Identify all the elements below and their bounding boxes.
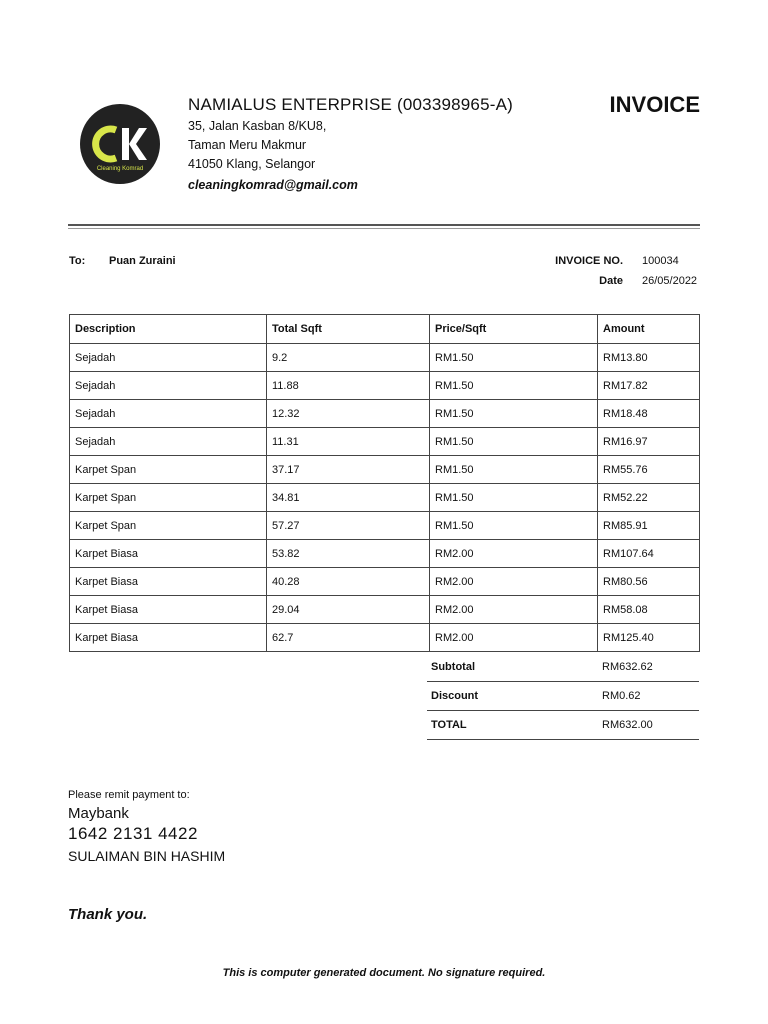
price-sqft-cell: RM1.50	[430, 400, 598, 428]
table-row	[70, 540, 700, 568]
discount-value: RM0.62	[602, 690, 641, 702]
company-logo	[80, 104, 160, 184]
company-name: NAMIALUS ENTERPRISE (003398965-A)	[188, 95, 514, 114]
header-amount: Amount	[598, 315, 700, 344]
address-line-2: Taman Meru Makmur	[188, 138, 307, 152]
recipient-label: To:	[69, 255, 86, 267]
company-email: cleaningkomrad@gmail.com	[188, 178, 358, 192]
table-row	[70, 568, 700, 596]
account-holder: SULAIMAN BIN HASHIM	[68, 848, 226, 864]
table-row	[70, 372, 700, 400]
table-row	[70, 484, 700, 512]
footer-note: This is computer generated document. No signature required.	[222, 967, 546, 979]
table-row	[70, 428, 700, 456]
recipient-name: Puan Zuraini	[109, 255, 176, 267]
subtotal-value: RM632.62	[602, 661, 653, 673]
total-row	[427, 711, 699, 740]
description-cell: Sejadah	[70, 428, 267, 456]
header-price-sqft: Price/Sqft	[430, 315, 598, 344]
price-sqft-cell: RM2.00	[430, 568, 598, 596]
logo-mark-icon	[80, 104, 160, 184]
description-cell: Karpet Biasa	[70, 624, 267, 652]
total-sqft-cell: 12.32	[267, 400, 430, 428]
table-row	[70, 400, 700, 428]
price-sqft-cell: RM2.00	[430, 596, 598, 624]
amount-cell: RM107.64	[598, 540, 700, 568]
header-divider	[68, 224, 700, 226]
logo-subtitle: Cleaning Komrad	[96, 166, 144, 172]
header-total-sqft: Total Sqft	[267, 315, 430, 344]
price-sqft-cell: RM1.50	[430, 344, 598, 372]
total-sqft-cell: 11.88	[267, 372, 430, 400]
invoice-number-label: INVOICE NO.	[555, 255, 623, 267]
address-line-1: 35, Jalan Kasban 8/KU8,	[188, 119, 327, 133]
description-cell: Karpet Biasa	[70, 596, 267, 624]
table-row	[70, 512, 700, 540]
amount-cell: RM16.97	[598, 428, 700, 456]
total-sqft-cell: 9.2	[267, 344, 430, 372]
amount-cell: RM17.82	[598, 372, 700, 400]
amount-cell: RM85.91	[598, 512, 700, 540]
document-title: INVOICE	[609, 92, 700, 117]
description-cell: Sejadah	[70, 400, 267, 428]
discount-row	[427, 682, 699, 711]
price-sqft-cell: RM1.50	[430, 428, 598, 456]
header-divider-thin	[68, 228, 700, 229]
invoice-date: 26/05/2022	[642, 275, 698, 287]
description-cell: Karpet Span	[70, 484, 267, 512]
price-sqft-cell: RM2.00	[430, 540, 598, 568]
invoice-date-label: Date	[599, 275, 623, 287]
subtotal-row	[427, 653, 699, 682]
total-label: TOTAL	[431, 719, 467, 731]
price-sqft-cell: RM1.50	[430, 456, 598, 484]
invoice-number: 100034	[642, 255, 679, 267]
table-row	[70, 344, 700, 372]
amount-cell: RM125.40	[598, 624, 700, 652]
price-sqft-cell: RM1.50	[430, 512, 598, 540]
total-sqft-cell: 34.81	[267, 484, 430, 512]
table-header-row	[70, 315, 700, 344]
account-number: 1642 2131 4422	[68, 824, 198, 843]
amount-cell: RM18.48	[598, 400, 700, 428]
total-sqft-cell: 37.17	[267, 456, 430, 484]
subtotal-label: Subtotal	[431, 661, 475, 673]
total-sqft-cell: 40.28	[267, 568, 430, 596]
amount-cell: RM13.80	[598, 344, 700, 372]
remit-label: Please remit payment to:	[68, 789, 190, 801]
table-row	[70, 596, 700, 624]
header-description: Description	[70, 315, 267, 344]
description-cell: Sejadah	[70, 344, 267, 372]
description-cell: Karpet Biasa	[70, 540, 267, 568]
price-sqft-cell: RM1.50	[430, 484, 598, 512]
price-sqft-cell: RM1.50	[430, 372, 598, 400]
table-row	[70, 624, 700, 652]
table-row	[70, 456, 700, 484]
description-cell: Sejadah	[70, 372, 267, 400]
description-cell: Karpet Biasa	[70, 568, 267, 596]
description-cell: Karpet Span	[70, 456, 267, 484]
line-items-table	[69, 314, 700, 652]
amount-cell: RM58.08	[598, 596, 700, 624]
amount-cell: RM55.76	[598, 456, 700, 484]
total-sqft-cell: 53.82	[267, 540, 430, 568]
bank-name: Maybank	[68, 805, 129, 822]
totals-block	[427, 653, 699, 740]
total-sqft-cell: 29.04	[267, 596, 430, 624]
total-sqft-cell: 62.7	[267, 624, 430, 652]
price-sqft-cell: RM2.00	[430, 624, 598, 652]
amount-cell: RM80.56	[598, 568, 700, 596]
amount-cell: RM52.22	[598, 484, 700, 512]
address-line-3: 41050 Klang, Selangor	[188, 157, 316, 171]
discount-label: Discount	[431, 690, 479, 702]
thank-you-note: Thank you.	[68, 906, 148, 923]
total-sqft-cell: 57.27	[267, 512, 430, 540]
total-value: RM632.00	[602, 719, 653, 731]
total-sqft-cell: 11.31	[267, 428, 430, 456]
description-cell: Karpet Span	[70, 512, 267, 540]
